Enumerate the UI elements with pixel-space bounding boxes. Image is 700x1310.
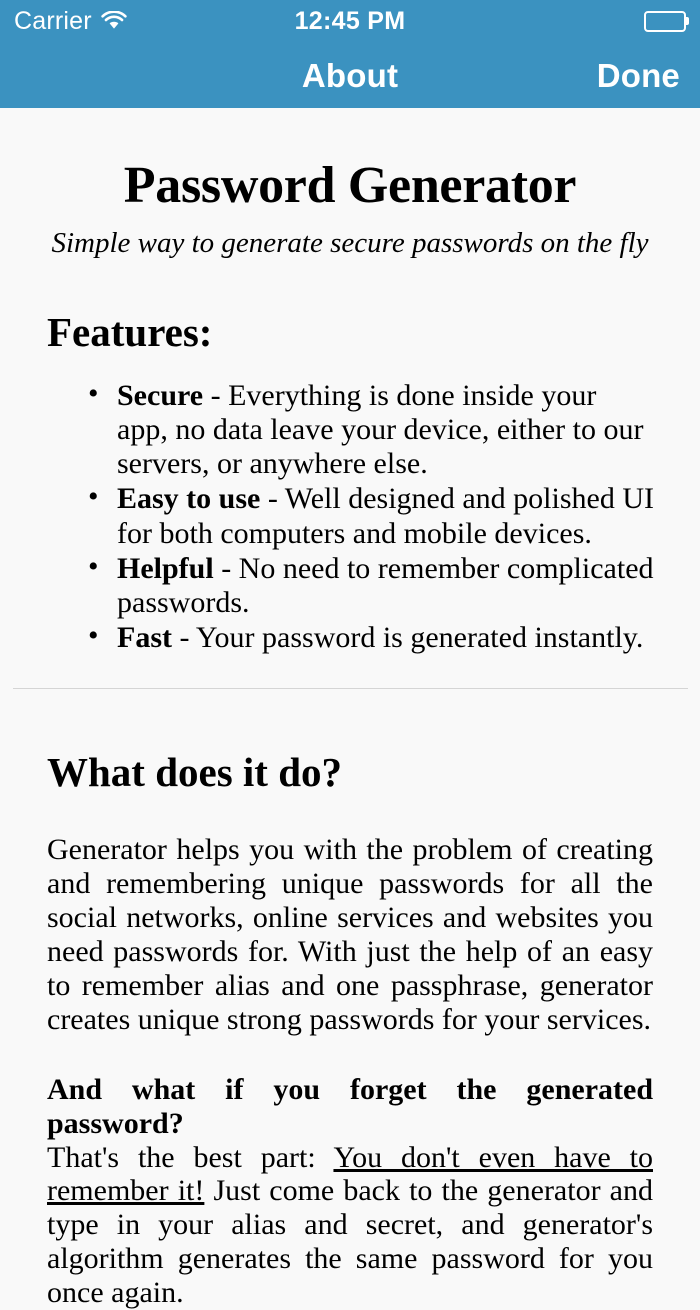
list-item [0,379,700,482]
what-does-it-do-heading: What does it do? [47,749,343,796]
feature-term: Fast [117,621,172,655]
list-item [0,482,700,550]
battery-cap [686,17,689,25]
forget-password-paragraph [0,1037,700,1310]
feature-description: - Well designed and polished UI for both computers and mobile devices. [117,482,654,550]
feature-term: Easy to use [117,482,261,516]
feature-description: - Your password is generated instantly. [172,621,644,655]
carrier-label: Carrier [14,6,92,35]
forget-answer-prefix: That's the best part: [47,1140,334,1174]
feature-description: - No need to remember complicated passwords. [117,551,654,620]
navigation-bar [0,42,700,108]
about-content [0,108,700,1310]
forget-question: And what if you forget the generated password? [47,1072,653,1140]
feature-description: - Everything is done inside your app, no data leave your device, either to our servers, or anywhere else. [117,378,644,481]
status-bar-left [14,6,127,35]
battery-full-icon [644,11,686,32]
page-title: About [301,56,399,94]
done-button[interactable]: Done [596,56,680,94]
forget-answer-suffix: Just come back to the generator and type in your alias and secret, and generator's algorithm generates the same password for you once again. [47,1174,653,1310]
wifi-icon [101,11,127,31]
features-heading: Features: [47,308,213,355]
feature-term: Helpful [117,551,214,585]
status-bar [0,0,700,42]
list-item [0,552,700,620]
feature-term: Secure [117,378,204,412]
app-title: Password Generator [123,157,577,214]
what-does-it-do-paragraph: Generator helps you with the problem of creating and remembering unique passwords for all the social networks, online services and websites you need passwords for. With just the help of an easy to remember alias and one passphrase, generator creates unique strong passwords for your services. [47,833,653,1036]
app-subtitle: Simple way to generate secure passwords on the fly [51,227,649,259]
features-list [0,353,700,656]
status-bar-clock: 12:45 PM [294,6,406,35]
status-bar-right [644,11,686,32]
list-item [0,621,700,655]
forget-answer-link[interactable]: You don't even have to remember it! [47,1140,653,1208]
